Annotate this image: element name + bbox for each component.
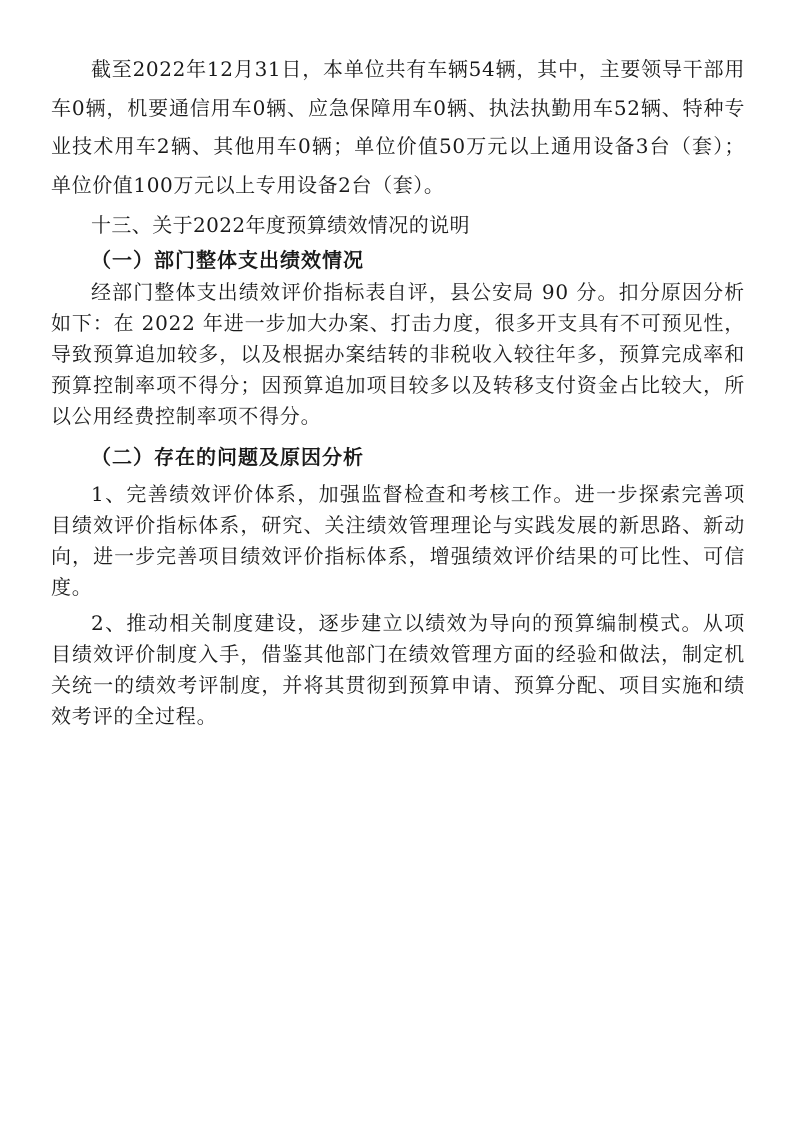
subsection-1-body: 经部门整体支出绩效评价指标表自评，县公安局 90 分。扣分原因分析如下：在 2022 年进一步加大办案、打击力度，很多开支具有不可预见性，导致预算追加较多，以及根据办案结转的非税收入较往年多，预算完成率和预算控制率项不得分；因预算追加项目较多以及转移支付资金占比较大，所以公用经费控制率项不得分。: [51, 280, 745, 428]
subsection-2-title: （二）存在的问题及原因分析: [91, 445, 364, 469]
vehicle-assets-paragraph: 截至2022年12月31日，本单位共有车辆54辆，其中，主要领导干部用车0辆，机要通信用车0辆、应急保障用车0辆、执法执勤用车52辆、特种专业技术用车2辆、其他用车0辆；单位价值50万元以上通用设备3台（套）；单位价值100万元以上专用设备2台（套）。: [51, 57, 745, 197]
subsection-1-title: （一）部门整体支出绩效情况: [91, 248, 364, 272]
problem-item-2: 2、推动相关制度建设，逐步建立以绩效为导向的预算编制模式。从项目绩效评价制度入手，借鉴其他部门在绩效管理方面的经验和做法，制定机关统一的绩效考评制度，并将其贯彻到预算申请、预算分配、项目实施和绩效考评的全过程。: [51, 611, 745, 728]
section-13-title: 十三、关于2022年度预算绩效情况的说明: [91, 213, 470, 237]
problem-item-1: 1、完善绩效评价体系，加强监督检查和考核工作。进一步探索完善项目绩效评价指标体系，研究、关注绩效管理理论与实践发展的新思路、新动向，进一步完善项目绩效评价指标体系，增强绩效评价结果的可比性、可信度。: [51, 482, 745, 599]
document-page: [51, 56, 745, 732]
